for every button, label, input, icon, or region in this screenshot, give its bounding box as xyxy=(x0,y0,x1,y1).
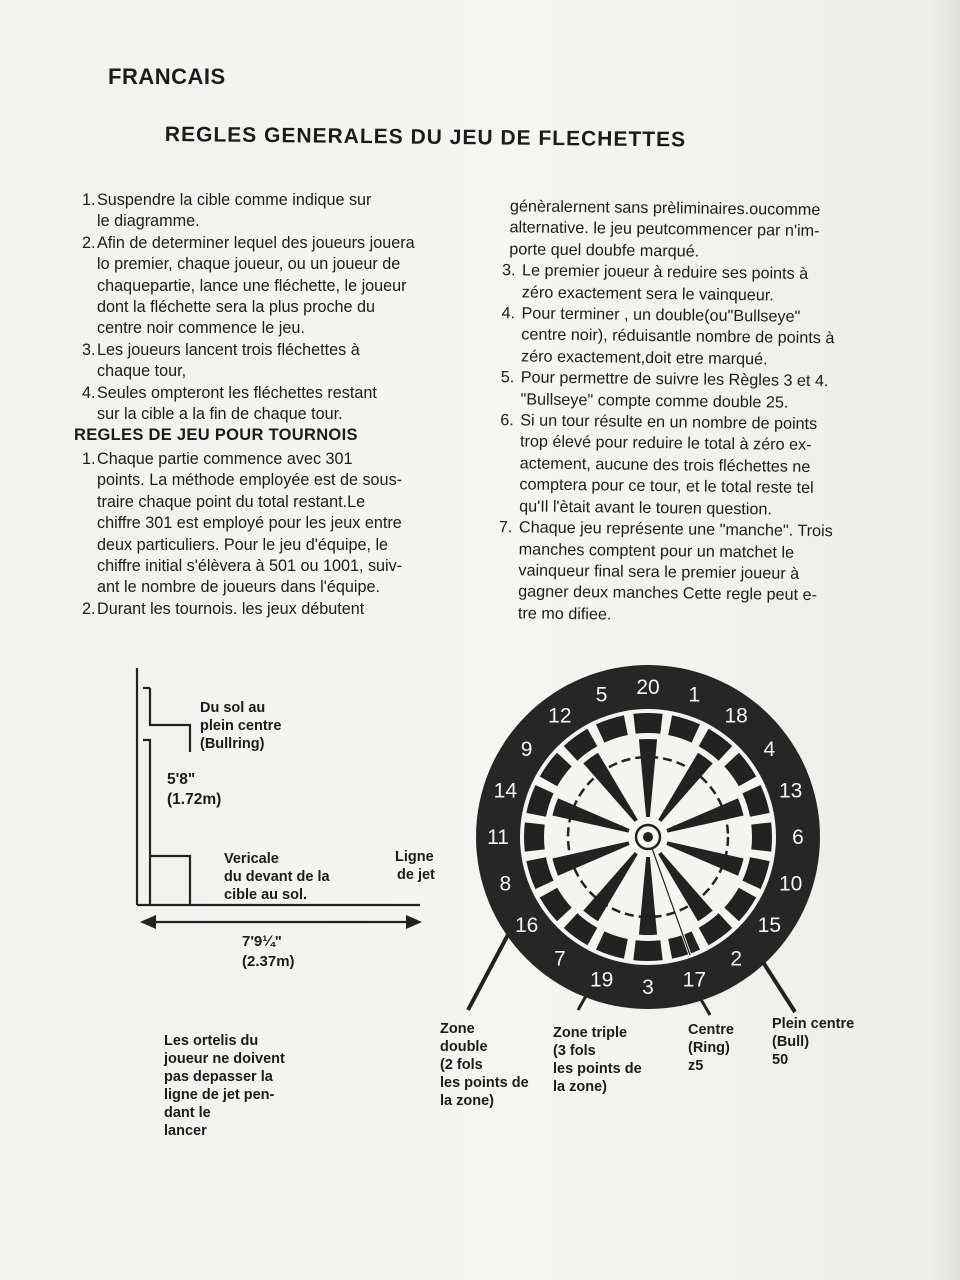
rule-line: centre noir commence le jeu. xyxy=(97,319,305,338)
rule-line: points. La méthode employée est de sous- xyxy=(97,471,403,490)
rule-line: alternative. le jeu peutcommencer par n'im- xyxy=(509,218,820,241)
rule-line: Suspendre la cible comme indique sur xyxy=(97,191,372,209)
rule-line: tre mo difiee. xyxy=(517,604,612,624)
distance-value: 7'9¼" (2.37m) xyxy=(242,933,295,970)
double-ring-segment xyxy=(751,822,772,851)
board-number: 3 xyxy=(642,976,654,999)
rule-line: Seules ompteront les fléchettes restant xyxy=(97,383,377,402)
board-number: 15 xyxy=(757,914,782,938)
rule-line: chiffre 301 est employé pour les jeux entre xyxy=(97,514,402,533)
height-label: Du sol au plein centre (Bullring) xyxy=(200,700,282,752)
rule-line: Si un tour résulte en un nombre de points xyxy=(520,411,818,434)
rule-line: Durant les tournois. les jeux débutent xyxy=(97,599,365,618)
rule-line: centre noir), réduisantle nombre de points à xyxy=(521,325,835,348)
board-number: 17 xyxy=(682,968,707,992)
rule-line: Pour permettre de suivre les Règles 3 et 4. xyxy=(520,368,829,391)
toe-line-note: Les ortelis du joueur ne doivent pas depasser la ligne de jet pen- dant le lancer xyxy=(164,1033,285,1139)
double-ring-segment xyxy=(633,713,662,734)
board-number: 5 xyxy=(595,683,608,707)
rule-line: actement, aucune des trois fléchettes ne xyxy=(519,454,811,476)
rule-number: 1. xyxy=(82,191,96,209)
rule-line: vainqueur final sera le premier joueur à xyxy=(518,561,800,583)
double-ring-segment xyxy=(524,822,545,851)
bullseye xyxy=(643,832,653,842)
board-number: 18 xyxy=(724,704,748,728)
rule-line: zéro exactement,doit etre marqué. xyxy=(520,347,768,369)
board-number: 12 xyxy=(548,704,572,728)
tournament-rules-heading: REGLES DE JEU POUR TOURNOIS xyxy=(74,426,358,445)
throw-line-label: Ligne de jet xyxy=(395,849,435,883)
rule-number: 5. xyxy=(500,368,515,387)
rule-number: 6. xyxy=(500,411,514,430)
rule-line: chiffre initial s'élèvera à 501 ou 1001, suiv- xyxy=(97,556,403,575)
board-number: 1 xyxy=(688,683,701,707)
dartboard-illustration xyxy=(468,665,820,1015)
rule-number: 3. xyxy=(82,340,96,359)
zone-triple-label: Zone triple (3 fols les points de la zone) xyxy=(553,1025,642,1095)
board-number: 13 xyxy=(778,779,803,803)
board-number: 19 xyxy=(589,968,614,992)
board-number: 7 xyxy=(553,947,566,971)
bull-label: Plein centre (Bull) 50 xyxy=(772,1016,855,1068)
rule-line: comptera pour ce tour, et le total reste tel xyxy=(519,475,814,498)
board-number: 6 xyxy=(792,826,804,849)
rule-line: Chaque jeu représente une "manche". Trois xyxy=(518,518,833,541)
rule-number: 2. xyxy=(82,599,96,618)
rule-line: sur la cible a la fin de chaque tour. xyxy=(97,405,343,424)
rule-line: Afin de determiner lequel des joueurs jouera xyxy=(97,233,415,252)
board-number: 16 xyxy=(514,914,539,938)
board-number: 14 xyxy=(493,779,518,803)
rule-line: manches comptent pour un matchet le xyxy=(518,539,795,562)
page-title: REGLES GENERALES DU JEU DE FLECHETTES xyxy=(164,123,687,152)
rule-line: dont la fléchette sera la plus proche du xyxy=(97,298,376,317)
vertical-label: Vericale du devant de la cible au sol. xyxy=(224,851,330,903)
rule-line: trop élevé pour reduire le total à zéro ex- xyxy=(519,432,812,455)
board-number: 8 xyxy=(499,872,512,896)
rule-line: génèralernent sans prèliminaires.oucomme xyxy=(509,197,821,220)
language-heading: FRANCAIS xyxy=(108,64,226,89)
rule-number: 1. xyxy=(82,449,96,468)
rule-line: "Bullseye" compte comme double 25. xyxy=(520,390,789,412)
rule-line: le diagramme. xyxy=(97,212,200,231)
rule-line: chaque tour, xyxy=(97,362,187,381)
rule-number: 4. xyxy=(82,383,96,402)
rule-number: 4. xyxy=(501,304,516,323)
rule-number: 3. xyxy=(501,261,516,280)
rule-line: deux particuliers. Pour le jeu d'équipe, le xyxy=(97,535,389,554)
rule-line: lo premier, chaque joueur, ou un joueur de xyxy=(97,255,401,274)
rule-line: qu'Il l'ètait avant le touren question. xyxy=(519,497,773,519)
board-number: 9 xyxy=(520,737,533,761)
zone-double-label: Zone double (2 fols les points de la zone) xyxy=(440,1021,529,1109)
rule-line: ant le nombre de joueurs dans l'équipe. xyxy=(97,578,380,597)
double-ring-segment xyxy=(633,940,662,961)
height-value: 5'8" (1.72m) xyxy=(167,771,222,808)
board-number: 4 xyxy=(763,737,776,761)
rule-line: gagner deux manches Cette regle peut e- xyxy=(518,582,818,605)
rule-line: porte quel doubfe marqué. xyxy=(509,240,700,261)
rule-number: 2. xyxy=(82,233,96,252)
rule-line: Les joueurs lancent trois fléchettes à xyxy=(97,340,360,359)
rule-line: Le premier joueur à reduire ses points à xyxy=(521,261,809,284)
rule-line: zéro exactement sera le vainqueur. xyxy=(521,283,774,305)
board-number: 11 xyxy=(487,826,509,849)
rule-number: 7. xyxy=(498,518,513,537)
board-number: 10 xyxy=(778,872,803,896)
rule-line: Chaque partie commence avec 301 xyxy=(97,449,353,468)
rule-line: Pour terminer , un double(ou"Bullseye" xyxy=(521,304,801,326)
rule-line: traire chaque point du total restant.Le xyxy=(97,492,366,511)
board-number: 2 xyxy=(730,947,743,971)
board-number: 20 xyxy=(636,676,660,699)
centre-ring-label: Centre (Ring) z5 xyxy=(688,1022,734,1074)
rule-line: chaquepartie, lance une fléchette, le joueur xyxy=(97,276,407,295)
